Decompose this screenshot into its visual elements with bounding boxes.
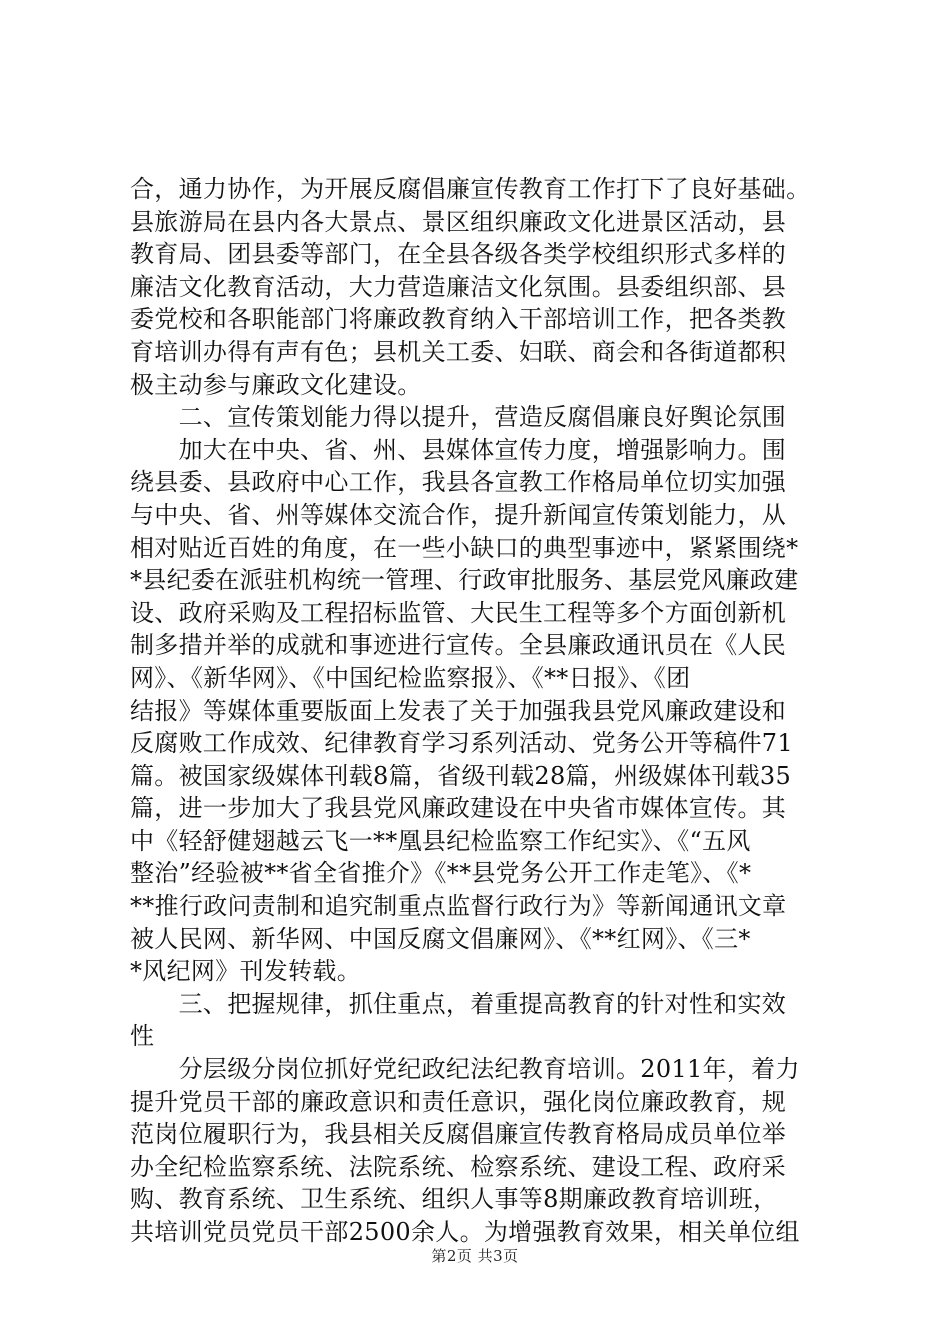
- text-line: 办全纪检监察系统、法院系统、检察系统、建设工程、政府采: [130, 1152, 787, 1181]
- body-text: [130, 173, 830, 1249]
- text-line: 范岗位履职行为，我县相关反腐倡廉宣传教育格局成员单位举: [130, 1120, 787, 1149]
- text-line: *风纪网》刊发转载。: [130, 957, 361, 986]
- text-line: 极主动参与廉政文化建设。: [130, 370, 422, 399]
- text-line: 县旅游局在县内各大景点、景区组织廉政文化进景区活动，县: [130, 207, 787, 236]
- text-line: 结报》等媒体重要版面上发表了关于加强我县党风廉政建设和: [130, 696, 787, 725]
- text-line: 提升党员干部的廉政意识和责任意识，强化岗位廉政教育，规: [130, 1087, 787, 1116]
- text-line: 绕县委、县政府中心工作，我县各宣教工作格局单位切实加强: [130, 468, 787, 497]
- text-line: 篇，进一步加大了我县党风廉政建设在中央省市媒体宣传。其: [130, 794, 787, 823]
- text-line: 制多措并举的成就和事迹进行宣传。全县廉政通讯员在《人民: [130, 631, 787, 660]
- text-line: 三、把握规律，抓住重点，着重提高教育的针对性和实效: [130, 989, 787, 1018]
- text-line: 篇。被国家级媒体刊载8篇，省级刊载28篇，州级媒体刊载35: [130, 761, 792, 790]
- text-line: 分层级分岗位抓好党纪政纪法纪教育培训。2011年，着力: [130, 1055, 800, 1084]
- text-line: 设、政府采购及工程招标监管、大民生工程等多个方面创新机: [130, 598, 787, 627]
- text-line: *县纪委在派驻机构统一管理、行政审批服务、基层党风廉政建: [130, 566, 799, 595]
- text-line: **推行政问责制和追究制重点监督行政行为》等新闻通讯文章: [130, 892, 787, 921]
- text-line: 共培训党员党员干部2500余人。为增强教育效果，相关单位组: [130, 1218, 800, 1246]
- text-line: 被人民网、新华网、中国反腐文倡廉网》、《**红网》、《三*: [130, 924, 751, 953]
- text-line: 教育局、团县委等部门，在全县各级各类学校组织形式多样的: [130, 240, 787, 269]
- text-line: 育培训办得有声有色；县机关工委、妇联、商会和各街道都积: [130, 337, 787, 366]
- text-line: 廉洁文化教育活动，大力营造廉洁文化氛围。县委组织部、县: [130, 272, 787, 301]
- text-line: 委党校和各职能部门将廉政教育纳入干部培训工作，把各类教: [130, 305, 787, 334]
- page-footer: 第2页 共3页: [431, 1247, 519, 1265]
- text-line: 反腐败工作成效、纪律教育学习系列活动、党务公开等稿件71: [130, 729, 793, 758]
- text-line: 相对贴近百姓的角度，在一些小缺口的典型事迹中，紧紧围绕*: [130, 533, 799, 562]
- text-line: 加大在中央、省、州、县媒体宣传力度，增强影响力。围: [130, 435, 787, 464]
- text-line: 合，通力协作，为开展反腐倡廉宣传教育工作打下了良好基础。: [130, 175, 811, 203]
- text-line: 与中央、省、州等媒体交流合作，提升新闻宣传策划能力，从: [130, 500, 787, 529]
- text-line: 中《轻舒健翅越云飞一**凰县纪检监察工作纪实》、《“五风: [130, 826, 751, 855]
- text-line: 购、教育系统、卫生系统、组织人事等8期廉政教育培训班，: [130, 1185, 778, 1214]
- text-line: 网》、《新华网》、《中国纪检监察报》、《**日报》、《团: [130, 663, 691, 692]
- text-line: 性: [130, 1022, 155, 1051]
- text-line: 二、宣传策划能力得以提升，营造反腐倡廉良好舆论氛围: [130, 403, 787, 432]
- text-line: 整治”经验被**省全省推介》《**县党务公开工作走笔》、《*: [130, 859, 752, 888]
